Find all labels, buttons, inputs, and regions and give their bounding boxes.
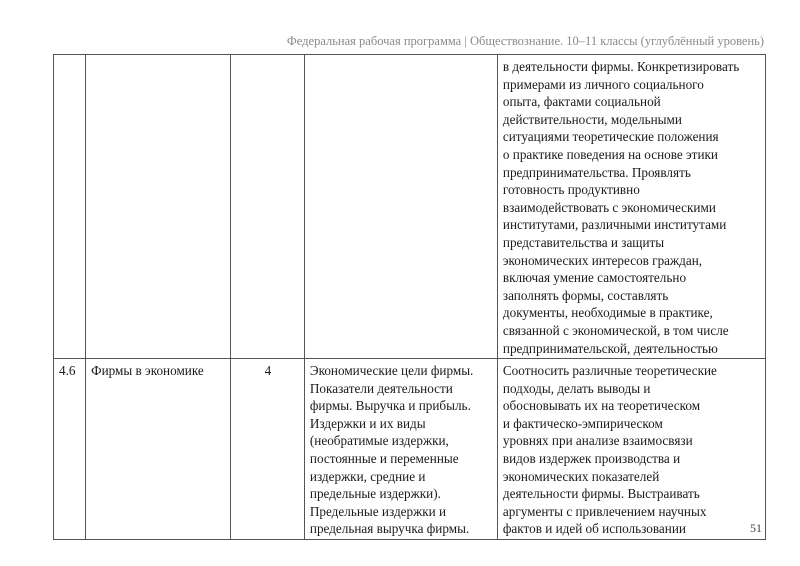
text-line: Экономические цели фирмы. (309, 363, 474, 379)
page-number: 51 (750, 521, 762, 535)
text-line: фирмы. Выручка и прибыль. (309, 398, 471, 414)
text-line: фактов и идей об использовании (502, 521, 686, 537)
text-line: заполнять формы, составлять (502, 287, 669, 303)
text-line: подходы, делать выводы и (502, 380, 651, 396)
text-line: деятельности фирмы. Выстраивать (502, 486, 700, 502)
running-header: Федеральная рабочая программа | Обществознание. 10–11 классы (углублённый уровень) (286, 34, 764, 48)
content-cell (304, 55, 497, 359)
hours-cell: 4 (230, 359, 304, 540)
topic-cell: Фирмы в экономике (86, 359, 231, 540)
section-number-cell: 4.6 (54, 359, 86, 540)
text-line: уровнях при анализе взаимосвязи (502, 433, 693, 449)
content-cell (304, 359, 497, 540)
text-line: и фактическо-эмпирическом (502, 415, 663, 431)
program-table (53, 54, 766, 540)
table-row (54, 359, 766, 540)
text-line: Предельные издержки и (309, 503, 447, 519)
text-line: Показатели деятельности (309, 380, 453, 396)
topic-cell (86, 55, 231, 359)
text-line: аргументы с привлечением научных (502, 503, 707, 519)
text-line: взаимодействовать с экономическими (502, 199, 716, 215)
text-line: обосновывать их на теоретическом (502, 398, 701, 414)
section-number-cell (54, 55, 86, 359)
text-line: готовность продуктивно (502, 182, 640, 198)
text-line: предельная выручка фирмы. (309, 521, 470, 537)
hours-cell (230, 55, 304, 359)
text-line: действительности, модельными (502, 111, 682, 127)
text-line: предпринимательской, деятельностью (502, 340, 718, 356)
text-line: о практике поведения на основе этики (502, 146, 718, 162)
activities-cell (497, 55, 765, 359)
text-line: примерами из личного социального (502, 76, 704, 92)
text-line: экономических интересов граждан, (502, 252, 703, 268)
text-line: документы, необходимые в практике, (502, 305, 713, 321)
text-line: (необратимые издержки, (309, 433, 449, 449)
text-line: Соотносить различные теоретические (502, 363, 717, 379)
text-line: постоянные и переменные (309, 451, 459, 467)
table-row (54, 55, 766, 359)
text-line: Издержки и их виды (309, 415, 426, 431)
activities-cell (497, 359, 765, 540)
text-line: включая умение самостоятельно (502, 270, 687, 286)
text-line: ситуациями теоретические положения (502, 129, 719, 145)
text-line: в деятельности фирмы. Конкретизировать (502, 59, 740, 74)
text-line: связанной с экономической, в том числе (502, 322, 729, 338)
text-line: представительства и защиты (502, 234, 665, 250)
text-line: предпринимательства. Проявлять (502, 164, 691, 180)
text-line: институтами, различными институтами (502, 217, 727, 233)
text-line: видов издержек производства и (502, 451, 681, 467)
text-line: экономических показателей (502, 468, 660, 484)
text-line: издержки, средние и (309, 468, 426, 484)
text-line: предельные издержки). (309, 486, 441, 502)
text-line: опыта, фактами социальной (502, 94, 661, 110)
